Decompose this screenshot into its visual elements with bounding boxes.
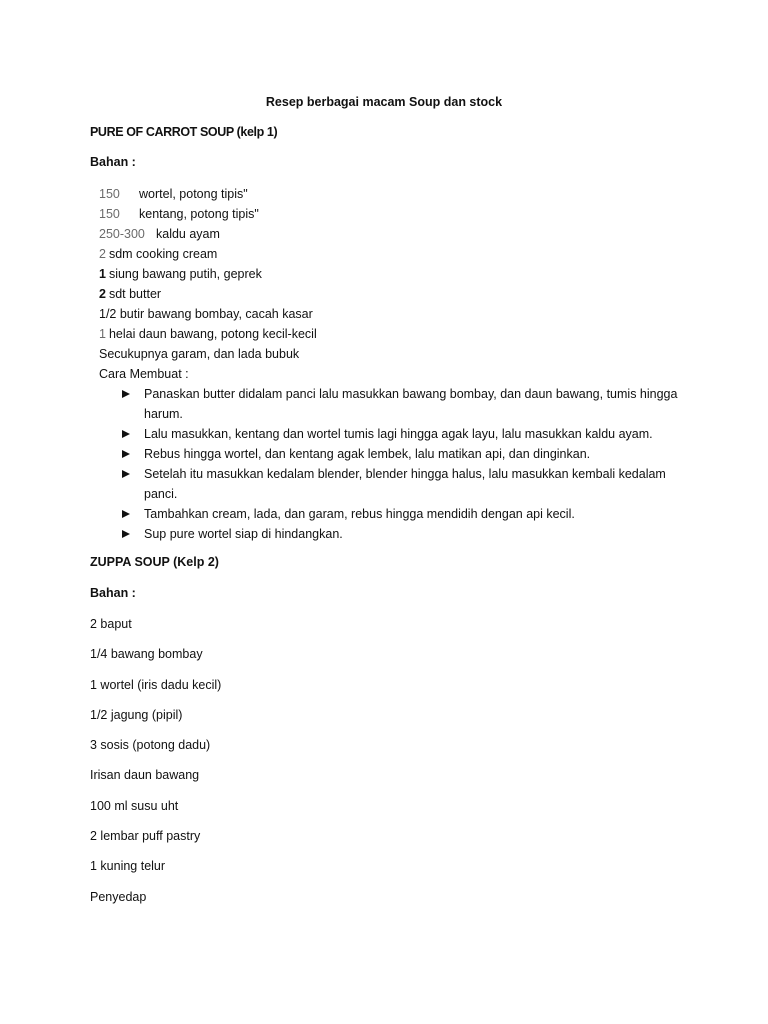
ingredient-text: sdm cooking cream [108, 247, 218, 261]
ingredient-row [99, 284, 317, 304]
ingredient-row [99, 344, 317, 364]
ingredient-qty: 1 [99, 327, 106, 341]
recipe1-ingredient-list [99, 184, 317, 384]
step-item [122, 504, 682, 524]
ingredient-qty: 1 [99, 267, 106, 281]
ingredient-row: 2 lembar puff pastry [90, 829, 201, 844]
step-text: Tambahkan cream, lada, dan garam, rebus hingga mendidih dengan api kecil. [144, 507, 575, 521]
ingredient-text: 1/2 butir bawang bombay, cacah kasar [99, 307, 313, 321]
step-text: Rebus hingga wortel, dan kentang agak lembek, lalu matikan api, dan dinginkan. [144, 447, 591, 461]
step-text: Lalu masukkan, kentang dan wortel tumis lagi hingga agak layu, lalu masukkan kaldu ayam. [144, 427, 653, 441]
arrow-bullet-icon [122, 390, 130, 398]
ingredient-row: Penyedap [90, 889, 147, 904]
ingredient-row [99, 184, 317, 204]
recipe2-heading: ZUPPA SOUP (Kelp 2) [90, 555, 219, 569]
ingredient-row [99, 204, 317, 224]
step-text: Panaskan butter didalam panci lalu masukkan bawang bombay, dan daun bawang, tumis hingga harum. [144, 387, 678, 421]
ingredient-qty: 150 [99, 187, 120, 201]
ingredient-text: kentang, potong tipis" [139, 207, 259, 221]
ingredient-text: helai daun bawang, potong kecil-kecil [108, 327, 317, 341]
step-item [122, 464, 682, 504]
ingredient-qty: 250-300 [99, 227, 145, 241]
step-item [122, 384, 682, 424]
recipe1-ingredients-label: Bahan : [90, 155, 136, 169]
ingredient-row: 1/2 jagung (pipil) [90, 707, 183, 722]
step-text: Setelah itu masukkan kedalam blender, blender hingga halus, lalu masukkan kembali kedalam panci. [144, 467, 666, 501]
ingredient-row: 1 wortel (iris dadu kecil) [90, 677, 222, 692]
ingredient-row [99, 244, 317, 264]
arrow-bullet-icon [122, 510, 130, 518]
ingredient-qty: 150 [99, 207, 120, 221]
ingredient-text: siung bawang putih, geprek [108, 267, 262, 281]
recipe1-steps [122, 384, 682, 544]
ingredient-qty: 2 [99, 287, 106, 301]
ingredient-row: 1 kuning telur [90, 859, 166, 874]
ingredient-row: 2 baput [90, 617, 132, 631]
recipe1-heading: PURE OF CARROT SOUP (kelp 1) [90, 125, 278, 139]
ingredient-text: Secukupnya garam, dan lada bubuk [99, 347, 300, 361]
ingredient-row: Irisan daun bawang [90, 768, 200, 783]
ingredient-row: 100 ml susu uht [90, 798, 179, 813]
ingredient-row [99, 264, 317, 284]
step-item [122, 524, 682, 544]
ingredient-row: 1/4 bawang bombay [90, 647, 203, 662]
method-label: Cara Membuat : [99, 367, 189, 381]
arrow-bullet-icon [122, 450, 130, 458]
step-text: Sup pure wortel siap di hindangkan. [144, 527, 343, 541]
step-item [122, 424, 682, 444]
ingredient-text: sdt butter [108, 287, 162, 301]
ingredient-row [99, 224, 317, 244]
ingredient-qty: 2 [99, 247, 106, 261]
arrow-bullet-icon [122, 470, 130, 478]
recipe2-ingredients-label: Bahan : [90, 586, 136, 600]
document-title: Resep berbagai macam Soup dan stock [265, 95, 503, 109]
arrow-bullet-icon [122, 530, 130, 538]
step-item [122, 444, 682, 464]
ingredient-text: kaldu ayam [156, 227, 220, 241]
ingredient-row [99, 304, 317, 324]
recipe2-ingredient-list [90, 616, 221, 919]
ingredient-row: 3 sosis (potong dadu) [90, 738, 211, 753]
ingredient-row [99, 324, 317, 344]
ingredient-text: wortel, potong tipis" [139, 187, 248, 201]
arrow-bullet-icon [122, 430, 130, 438]
